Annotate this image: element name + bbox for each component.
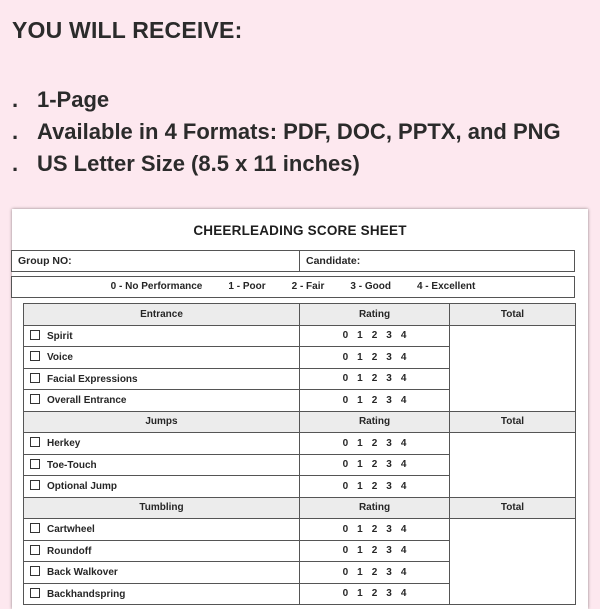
rating-option[interactable]: 4 <box>400 394 407 406</box>
table-row <box>24 519 576 541</box>
rating-option[interactable]: 0 <box>342 351 349 363</box>
rating-option[interactable]: 0 <box>342 330 349 342</box>
rating-option[interactable]: 4 <box>400 330 407 342</box>
rating-option[interactable]: 2 <box>371 566 378 578</box>
criterion-label: Facial Expressions <box>47 373 138 385</box>
checkbox[interactable] <box>30 373 40 383</box>
section-name: Jumps <box>24 411 300 433</box>
rating-option[interactable]: 1 <box>357 459 363 471</box>
section-name: Tumbling <box>24 497 300 519</box>
rating-option[interactable]: 3 <box>386 437 392 449</box>
criterion-cell <box>24 540 300 562</box>
rating-option[interactable]: 1 <box>357 480 363 492</box>
rating-option[interactable]: 0 <box>342 480 349 492</box>
criterion-label: Back Walkover <box>47 567 118 579</box>
checkbox[interactable] <box>30 437 40 447</box>
rating-option[interactable]: 0 <box>342 588 349 600</box>
rating-option[interactable]: 1 <box>357 394 363 406</box>
checkbox[interactable] <box>30 545 40 555</box>
rating-option[interactable]: 1 <box>357 545 363 557</box>
scale-entry: 1 - Poor <box>228 281 266 292</box>
rating-option[interactable]: 3 <box>386 394 392 406</box>
rating-option[interactable]: 2 <box>371 545 378 557</box>
total-cell[interactable] <box>450 519 576 605</box>
checkbox[interactable] <box>30 480 40 490</box>
checkbox[interactable] <box>30 330 40 340</box>
page-heading: YOU WILL RECEIVE: <box>12 17 243 43</box>
rating-option[interactable]: 3 <box>386 523 392 535</box>
rating-option[interactable]: 0 <box>342 566 349 578</box>
criterion-cell <box>24 433 300 455</box>
criterion-label: Toe-Touch <box>47 459 97 471</box>
rating-cell <box>300 347 450 369</box>
criterion-label: Cartwheel <box>47 524 95 536</box>
rating-cell <box>300 583 450 605</box>
rating-option[interactable]: 3 <box>386 459 392 471</box>
rating-cell <box>300 390 450 412</box>
rating-option[interactable]: 2 <box>371 588 378 600</box>
rating-cell <box>300 433 450 455</box>
rating-option[interactable]: 2 <box>371 394 378 406</box>
total-cell[interactable] <box>450 433 576 498</box>
rating-option[interactable]: 1 <box>357 588 363 600</box>
rating-header: Rating <box>300 411 450 433</box>
rating-option[interactable]: 2 <box>371 523 378 535</box>
checkbox[interactable] <box>30 588 40 598</box>
rating-cell <box>300 325 450 347</box>
rating-option[interactable]: 2 <box>371 437 378 449</box>
rating-option[interactable]: 4 <box>400 351 407 363</box>
rating-cell <box>300 368 450 390</box>
criterion-label: Spirit <box>47 330 73 342</box>
rating-cell <box>300 562 450 584</box>
checkbox[interactable] <box>30 394 40 404</box>
feature-item <box>12 86 561 118</box>
rating-cell <box>300 476 450 498</box>
rating-option[interactable]: 4 <box>400 566 407 578</box>
bullet-marker: . <box>12 151 19 176</box>
rating-option[interactable]: 4 <box>400 480 407 492</box>
rating-option[interactable]: 4 <box>400 459 407 471</box>
rating-option[interactable]: 4 <box>400 373 407 385</box>
rating-option[interactable]: 3 <box>386 330 392 342</box>
scale-entry: 4 - Excellent <box>416 281 476 292</box>
rating-option[interactable]: 0 <box>342 459 349 471</box>
section-name: Entrance <box>24 304 300 326</box>
checkbox[interactable] <box>30 459 40 469</box>
feature-text: 1-Page <box>37 87 110 112</box>
rating-cell <box>300 519 450 541</box>
criterion-label: Roundoff <box>47 545 92 557</box>
rating-option[interactable]: 3 <box>386 588 392 600</box>
rating-header: Rating <box>300 497 450 519</box>
rating-option[interactable]: 0 <box>342 373 349 385</box>
criterion-label: Backhandspring <box>47 588 126 600</box>
bullet-marker: . <box>12 87 19 112</box>
feature-text: Available in 4 Formats: PDF, DOC, PPTX, and PNG <box>37 119 561 144</box>
checkbox[interactable] <box>30 523 40 533</box>
rating-option[interactable]: 3 <box>386 566 392 578</box>
feature-list <box>12 86 561 182</box>
rating-option[interactable]: 0 <box>342 437 349 449</box>
table-row <box>24 325 576 347</box>
rating-option[interactable]: 0 <box>342 523 349 535</box>
rating-option[interactable]: 2 <box>371 373 378 385</box>
info-row <box>11 250 575 272</box>
section-header-row <box>24 304 576 326</box>
scale-entry: 3 - Good <box>350 281 391 292</box>
rating-option[interactable]: 1 <box>357 523 363 535</box>
criterion-cell <box>24 519 300 541</box>
rating-cell <box>300 454 450 476</box>
group-number-label: Group NO: <box>18 255 72 267</box>
rating-option[interactable]: 3 <box>386 545 392 557</box>
criterion-cell <box>24 476 300 498</box>
criterion-label: Voice <box>47 352 73 364</box>
rating-header: Rating <box>300 304 450 326</box>
rating-option[interactable]: 0 <box>342 394 349 406</box>
rating-option[interactable]: 1 <box>357 373 363 385</box>
bullet-marker: . <box>12 119 19 144</box>
criterion-cell <box>24 583 300 605</box>
rating-option[interactable]: 1 <box>357 437 363 449</box>
candidate-label: Candidate: <box>306 255 361 267</box>
rating-cell <box>300 540 450 562</box>
rating-option[interactable]: 4 <box>400 545 407 557</box>
rating-option[interactable]: 4 <box>400 523 407 535</box>
section-header-row <box>24 411 576 433</box>
scale-entry: 0 - No Performance <box>110 281 203 292</box>
scale-entry: 2 - Fair <box>291 281 325 292</box>
rating-option[interactable]: 3 <box>386 373 392 385</box>
checkbox[interactable] <box>30 351 40 361</box>
rating-option[interactable]: 1 <box>357 330 363 342</box>
rating-option[interactable]: 1 <box>357 351 363 363</box>
checkbox[interactable] <box>30 566 40 576</box>
rating-option[interactable]: 4 <box>400 437 407 449</box>
rating-option[interactable]: 0 <box>342 545 349 557</box>
sheet-title: CHEERLEADING SCORE SHEET <box>193 223 407 238</box>
feature-item <box>12 118 561 150</box>
rating-scale-legend <box>11 276 575 298</box>
criterion-cell <box>24 562 300 584</box>
rating-option[interactable]: 2 <box>371 330 378 342</box>
criterion-label: Overall Entrance <box>47 395 127 407</box>
score-table <box>23 303 576 605</box>
criterion-cell <box>24 390 300 412</box>
rating-option[interactable]: 2 <box>371 351 378 363</box>
criterion-cell <box>24 325 300 347</box>
rating-option[interactable]: 3 <box>386 480 392 492</box>
criterion-label: Optional Jump <box>47 481 117 493</box>
rating-option[interactable]: 4 <box>400 588 407 600</box>
total-header: Total <box>450 411 576 433</box>
rating-option[interactable]: 2 <box>371 480 378 492</box>
feature-text: US Letter Size (8.5 x 11 inches) <box>37 151 360 176</box>
rating-option[interactable]: 3 <box>386 351 392 363</box>
table-row <box>24 433 576 455</box>
criterion-cell <box>24 454 300 476</box>
criterion-cell <box>24 368 300 390</box>
total-cell[interactable] <box>450 325 576 411</box>
total-header: Total <box>450 497 576 519</box>
total-header: Total <box>450 304 576 326</box>
criterion-label: Herkey <box>47 438 81 450</box>
feature-item <box>12 150 561 182</box>
criterion-cell <box>24 347 300 369</box>
section-header-row <box>24 497 576 519</box>
rating-option[interactable]: 1 <box>357 566 363 578</box>
info-divider <box>299 251 300 271</box>
rating-option[interactable]: 2 <box>371 459 378 471</box>
